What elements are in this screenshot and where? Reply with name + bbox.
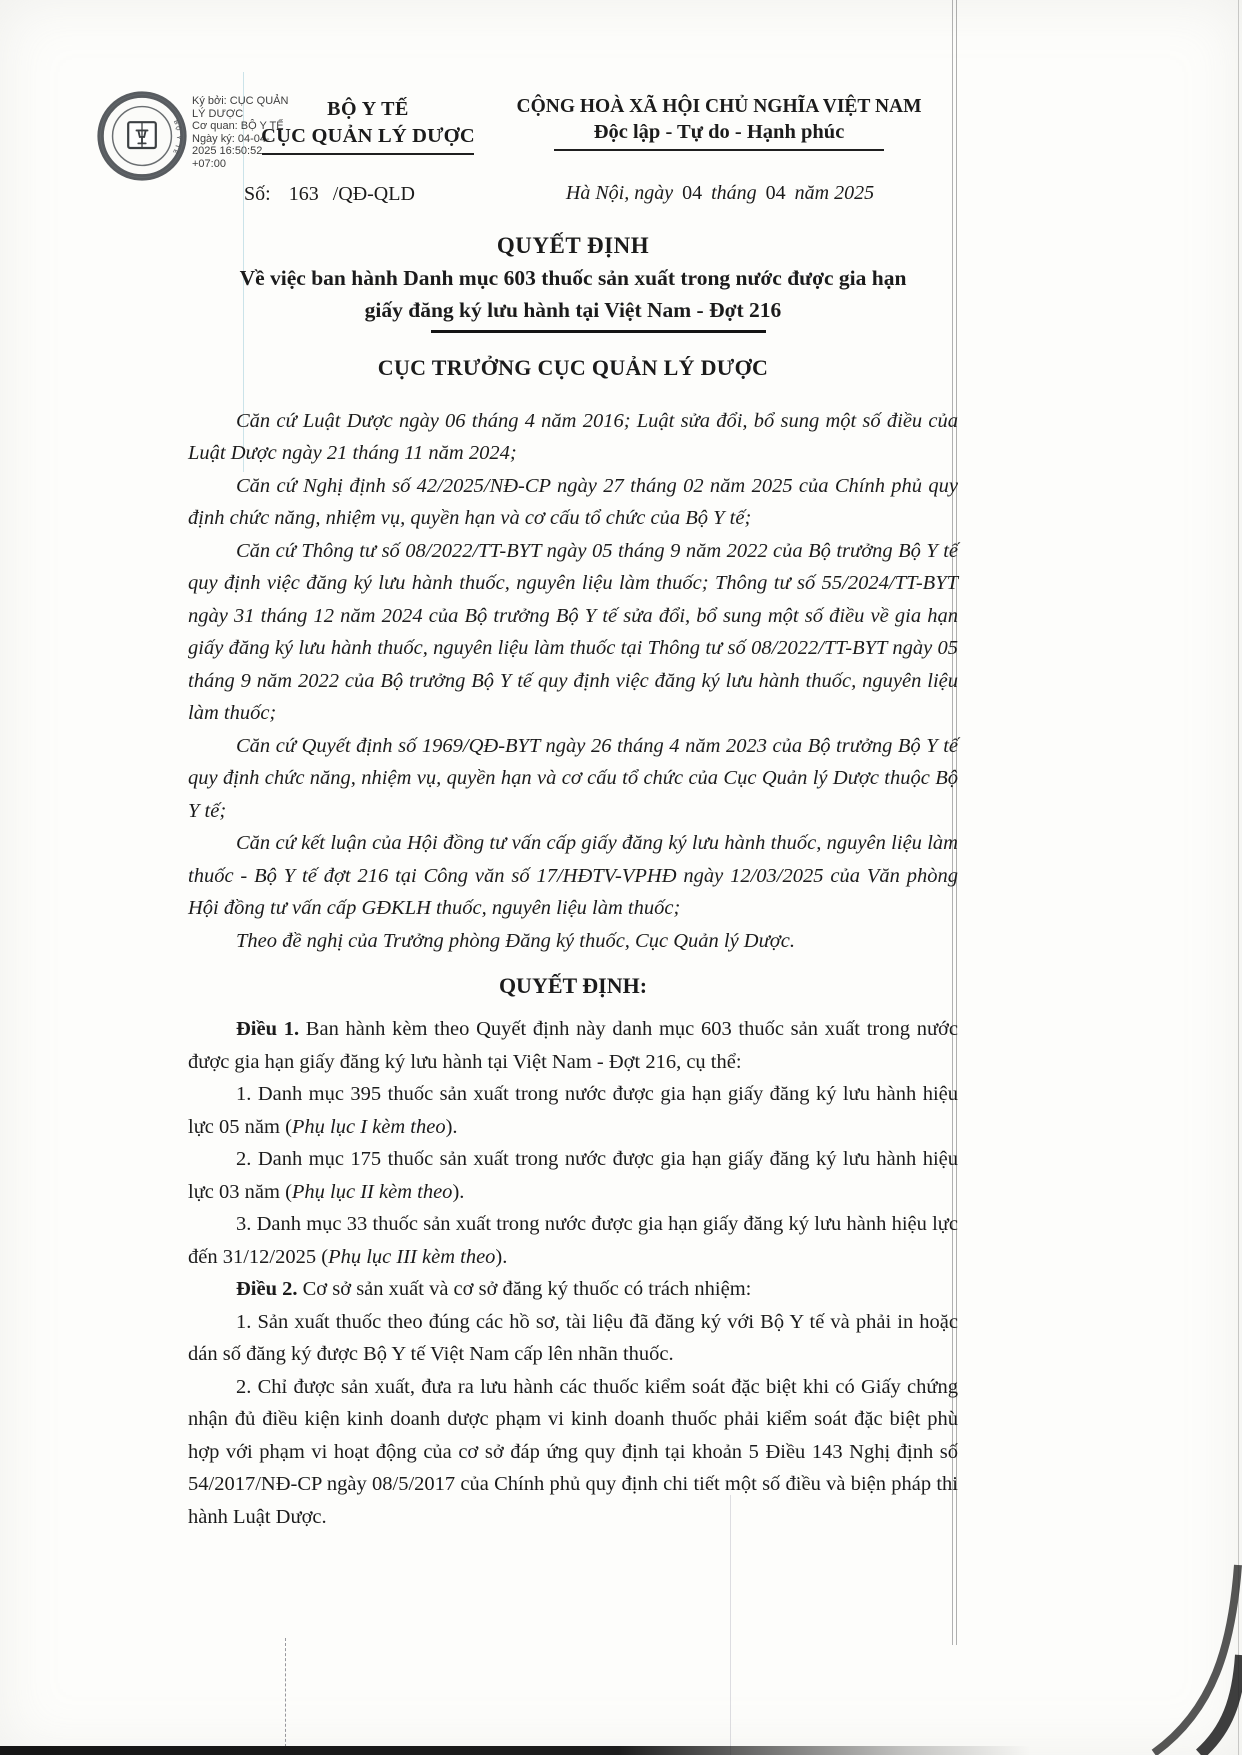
preamble-paragraph: Căn cứ Nghị định số 42/2025/NĐ-CP ngày 27 tháng 02 năm 2025 của Chính phủ quy định chức năng, nhiệm vụ, quyền hạn và cơ cấu tổ chức của Bộ Y tế; bbox=[188, 474, 958, 529]
title-divider bbox=[431, 330, 766, 333]
article-2-label: Điều 2. bbox=[236, 1278, 298, 1300]
article-2-text: Cơ sở sản xuất và cơ sở đăng ký thuốc có trách nhiệm: bbox=[297, 1278, 752, 1300]
document-type-title: QUYẾT ĐỊNH bbox=[496, 233, 650, 258]
signature-line: Ký bởi: CỤC QUẢN bbox=[192, 95, 289, 107]
ministry-seal-icon bbox=[96, 90, 188, 182]
item-text: 2. Danh mục 175 thuốc sản xuất trong nước được gia hạn giấy đăng ký lưu hành hiệu lực 03 năm ( bbox=[188, 1148, 958, 1203]
articles-section bbox=[188, 1013, 958, 1533]
signature-line: LÝ DƯỢC bbox=[192, 107, 244, 120]
article-1 bbox=[188, 1013, 958, 1078]
item-text: ). bbox=[452, 1180, 465, 1203]
svg-text:B Ộ Y T Ế: B Ộ Y T Ế bbox=[171, 119, 181, 155]
number-suffix: /QĐ-QLD bbox=[332, 183, 415, 205]
number-value: 163 bbox=[288, 183, 319, 205]
scan-artifact-line bbox=[285, 1638, 286, 1752]
appendix-reference: Phụ lục III kèm theo bbox=[328, 1245, 496, 1268]
document-subject-line2: giấy đăng ký lưu hành tại Việt Nam - Đợt 216 bbox=[364, 298, 782, 322]
national-header-block bbox=[488, 96, 950, 151]
national-motto-line2: Độc lập - Tự do - Hạnh phúc bbox=[593, 121, 845, 143]
scan-corner-shadow bbox=[1112, 1535, 1242, 1755]
preamble-paragraph: Căn cứ Luật Dược ngày 06 tháng 4 năm 2016; Luật sửa đổi, bổ sung một số điều của Luật Dược ngày 21 tháng 11 năm 2024; bbox=[188, 409, 958, 464]
article-2-item-2: 2. Chỉ được sản xuất, đưa ra lưu hành các thuốc kiểm soát đặc biệt khi có Giấy chứng nhận đủ điều kiện kinh doanh dược phạm vi kinh doanh thuốc phải kiểm soát đặc biệt phù hợp với phạm vi hoạt động của cơ sở đáp ứng quy định tại khoản 5 Điều 143 Nghị định số 54/2017/NĐ-CP ngày 08/5/2017 của Chính phủ quy định chi tiết một số điều và biện pháp thi hành Luật Dược. bbox=[188, 1375, 958, 1528]
year-label: năm bbox=[794, 182, 830, 204]
scan-black-strip bbox=[0, 1746, 1030, 1755]
appendix-reference: Phụ lục I kèm theo bbox=[291, 1115, 446, 1138]
scan-edge bbox=[1238, 0, 1239, 1755]
article-1-item-3 bbox=[188, 1208, 958, 1273]
document-body bbox=[188, 233, 958, 1533]
item-text: ). bbox=[445, 1115, 458, 1138]
header-divider bbox=[262, 153, 474, 155]
signature-line: 2025 16:50:52 bbox=[192, 145, 263, 157]
decision-heading: QUYẾT ĐỊNH: bbox=[498, 973, 648, 998]
place-date-line bbox=[500, 182, 940, 205]
article-2 bbox=[188, 1273, 958, 1306]
preamble-section bbox=[188, 405, 958, 958]
article-2-item-1: 1. Sản xuất thuốc theo đúng các hồ sơ, tài liệu đã đăng ký với Bộ Y tế và phải in hoặc dán số đăng ký được Bộ Y tế Việt Nam cấp lên nhãn thuốc. bbox=[188, 1310, 958, 1365]
issuing-agency-block bbox=[228, 98, 508, 155]
national-motto-line1: CỘNG HOÀ XÃ HỘI CHỦ NGHĨA VIỆT NAM bbox=[516, 96, 922, 117]
preamble-paragraph: Căn cứ Quyết định số 1969/QĐ-BYT ngày 26 tháng 4 năm 2023 của Bộ trưởng Bộ Y tế quy định chức năng, nhiệm vụ, quyền hạn và cơ cấu tổ chức của Cục Quản lý Dược thuộc Bộ Y tế; bbox=[188, 734, 958, 822]
item-text: 1. Danh mục 395 thuốc sản xuất trong nước được gia hạn giấy đăng ký lưu hành hiệu lực 05 năm ( bbox=[188, 1083, 958, 1138]
signature-line: Cơ quan: BỘ Y TẾ bbox=[192, 120, 284, 132]
preamble-paragraph: Theo đề nghị của Trưởng phòng Đăng ký thuốc, Cục Quản lý Dược. bbox=[236, 929, 795, 952]
signature-line: +07:00 bbox=[192, 157, 226, 170]
preamble-paragraph: Căn cứ Thông tư số 08/2022/TT-BYT ngày 05 tháng 9 năm 2022 của Bộ trưởng Bộ Y tế quy định việc đăng ký lưu hành thuốc, nguyên liệu làm thuốc; Thông tư số 55/2024/TT-BYT ngày 31 tháng 12 năm 2024 của Bộ trưởng Bộ Y tế sửa đổi, bổ sung một số điều về gia hạn giấy đăng ký lưu hành thuốc, nguyên liệu làm thuốc tại Thông tư số 08/2022/TT-BYT ngày 05 tháng 9 năm 2022 của Bộ trưởng Bộ Y tế quy định việc đăng ký lưu hành thuốc, nguyên liệu làm thuốc; bbox=[188, 539, 958, 724]
issuing-authority-title: CỤC TRƯỞNG CỤC QUẢN LÝ DƯỢC bbox=[377, 354, 769, 380]
preamble-paragraph: Căn cứ kết luận của Hội đồng tư vấn cấp giấy đăng ký lưu hành thuốc, nguyên liệu làm thuốc - Bộ Y tế đợt 216 tại Công văn số 17/HĐTV-VPHĐ ngày 12/03/2025 của Văn phòng Hội đồng tư vấn cấp GĐKLH thuốc, nguyên liệu làm thuốc; bbox=[188, 832, 958, 919]
appendix-reference: Phụ lục II kèm theo bbox=[291, 1180, 453, 1203]
document-number bbox=[244, 183, 415, 206]
parent-agency-name: BỘ Y TẾ bbox=[327, 98, 409, 120]
scan-artifact-line bbox=[730, 1495, 731, 1755]
month-value: 04 bbox=[765, 182, 786, 204]
article-1-item-2 bbox=[188, 1143, 958, 1208]
header-divider bbox=[554, 149, 884, 151]
signature-line: Ngày ký: 04-04- bbox=[192, 132, 270, 145]
document-subject-line1: Về việc ban hành Danh mục 603 thuốc sản xuất trong nước được gia hạn bbox=[239, 266, 907, 290]
article-1-item-1 bbox=[188, 1078, 958, 1143]
item-text: ). bbox=[495, 1245, 508, 1268]
year-value: 2025 bbox=[834, 182, 875, 204]
article-1-label: Điều 1. bbox=[236, 1018, 300, 1040]
agency-name: CỤC QUẢN LÝ DƯỢC bbox=[261, 125, 475, 147]
month-label: tháng bbox=[711, 182, 757, 204]
item-text: 3. Danh mục 33 thuốc sản xuất trong nước được gia hạn giấy đăng ký lưu hành hiệu lực đến 31/12/2025 ( bbox=[188, 1213, 958, 1268]
article-1-text: Ban hành kèm theo Quyết định này danh mục 603 thuốc sản xuất trong nước được gia hạn giấy đăng ký lưu hành tại Việt Nam - Đợt 216, cụ thể: bbox=[188, 1018, 958, 1073]
number-label: Số: bbox=[244, 183, 271, 205]
place-label: Hà Nội, ngày bbox=[565, 182, 674, 204]
day-value: 04 bbox=[682, 182, 703, 204]
